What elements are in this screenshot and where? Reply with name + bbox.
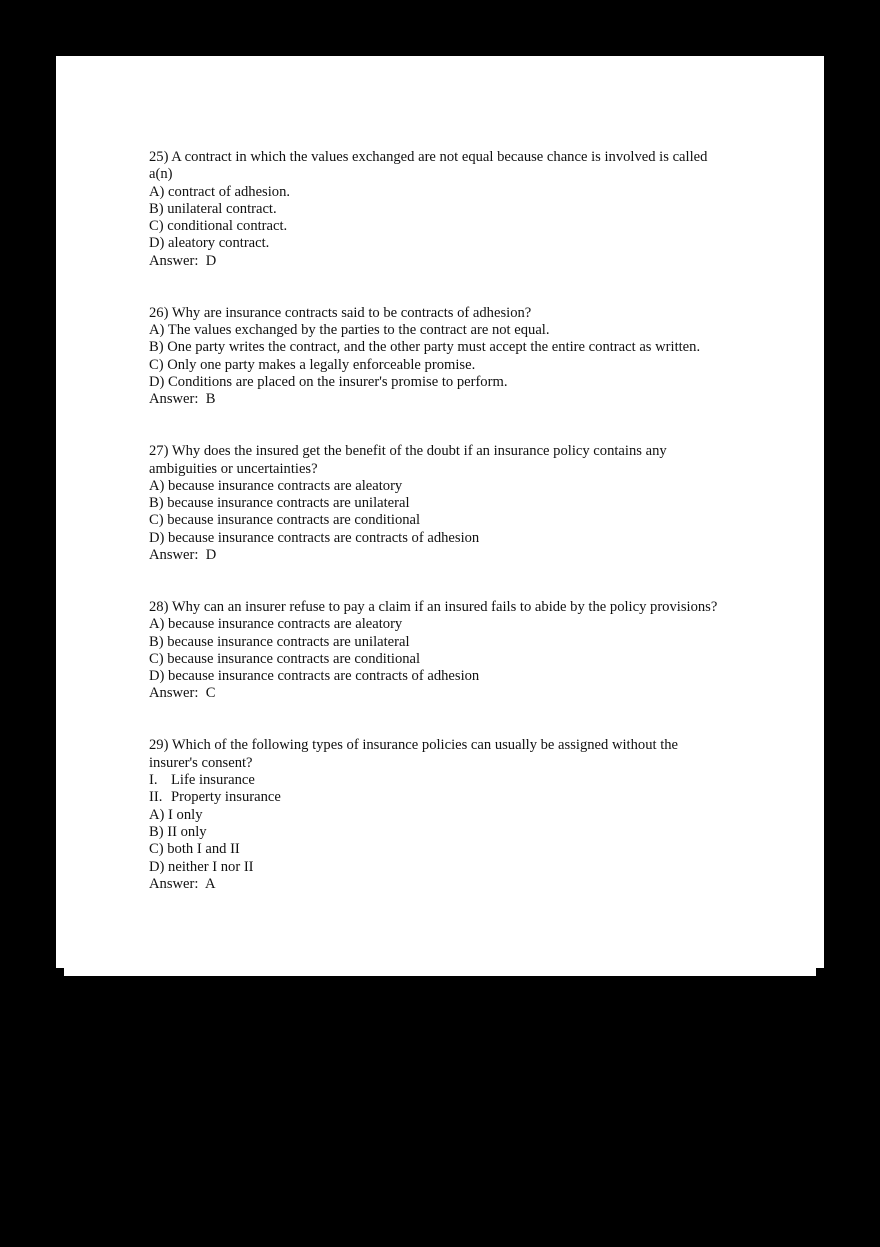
answer: Answer: A bbox=[149, 875, 216, 892]
option-b: B) II only bbox=[149, 823, 207, 840]
option-c: C) both I and II bbox=[149, 841, 240, 858]
option-b: B) because insurance contracts are unilateral bbox=[149, 495, 410, 512]
option-d: D) because insurance contracts are contracts of adhesion bbox=[149, 529, 480, 546]
question-28 bbox=[149, 599, 749, 703]
roman-item-text: Property insurance bbox=[171, 789, 281, 806]
page-bottom-edge bbox=[64, 968, 816, 976]
option-c: C) because insurance contracts are conditional bbox=[149, 512, 421, 529]
roman-item-text: Life insurance bbox=[171, 772, 255, 789]
roman-numeral: II. bbox=[149, 789, 163, 806]
option-b: B) unilateral contract. bbox=[149, 200, 277, 217]
roman-item-2 bbox=[149, 789, 749, 806]
option-d: D) aleatory contract. bbox=[149, 235, 270, 252]
question-stem: ambiguities or uncertainties? bbox=[149, 460, 318, 477]
answer: Answer: D bbox=[149, 252, 217, 269]
option-a: A) The values exchanged by the parties to the contract are not equal. bbox=[149, 322, 550, 339]
option-a: A) because insurance contracts are aleatory bbox=[149, 616, 403, 633]
option-a: A) I only bbox=[149, 806, 203, 823]
option-a: A) because insurance contracts are aleatory bbox=[149, 477, 403, 494]
answer: Answer: C bbox=[149, 685, 216, 702]
option-c: C) because insurance contracts are conditional bbox=[149, 650, 421, 667]
question-stem: 28) Why can an insurer refuse to pay a claim if an insured fails to abide by the policy provisions? bbox=[149, 599, 718, 615]
roman-item-1 bbox=[149, 772, 749, 789]
roman-numeral: I. bbox=[149, 772, 158, 789]
question-stem: 26) Why are insurance contracts said to be contracts of adhesion? bbox=[149, 304, 532, 321]
question-25 bbox=[149, 149, 749, 270]
option-c: C) Only one party makes a legally enforceable promise. bbox=[149, 356, 476, 373]
option-d: D) because insurance contracts are contracts of adhesion bbox=[149, 668, 480, 685]
question-stem: a(n) bbox=[149, 166, 173, 183]
option-b: B) because insurance contracts are unilateral bbox=[149, 633, 410, 650]
option-d: D) Conditions are placed on the insurer's promise to perform. bbox=[149, 373, 508, 390]
answer: Answer: B bbox=[149, 391, 216, 408]
option-a: A) contract of adhesion. bbox=[149, 183, 291, 200]
question-26 bbox=[149, 305, 749, 409]
question-stem: 25) A contract in which the values exchanged are not equal because chance is involved is called bbox=[149, 149, 708, 165]
question-stem: 29) Which of the following types of insurance policies can usually be assigned without the bbox=[149, 737, 679, 754]
question-stem: insurer's consent? bbox=[149, 754, 253, 771]
option-b: B) One party writes the contract, and the other party must accept the entire contract as written. bbox=[149, 339, 701, 356]
question-stem: 27) Why does the insured get the benefit of the doubt if an insurance policy contains any bbox=[149, 443, 667, 460]
option-d: D) neither I nor II bbox=[149, 858, 254, 875]
question-27 bbox=[149, 443, 749, 564]
option-c: C) conditional contract. bbox=[149, 218, 288, 235]
question-29 bbox=[149, 737, 749, 893]
answer: Answer: D bbox=[149, 547, 217, 564]
document-content bbox=[149, 149, 749, 893]
